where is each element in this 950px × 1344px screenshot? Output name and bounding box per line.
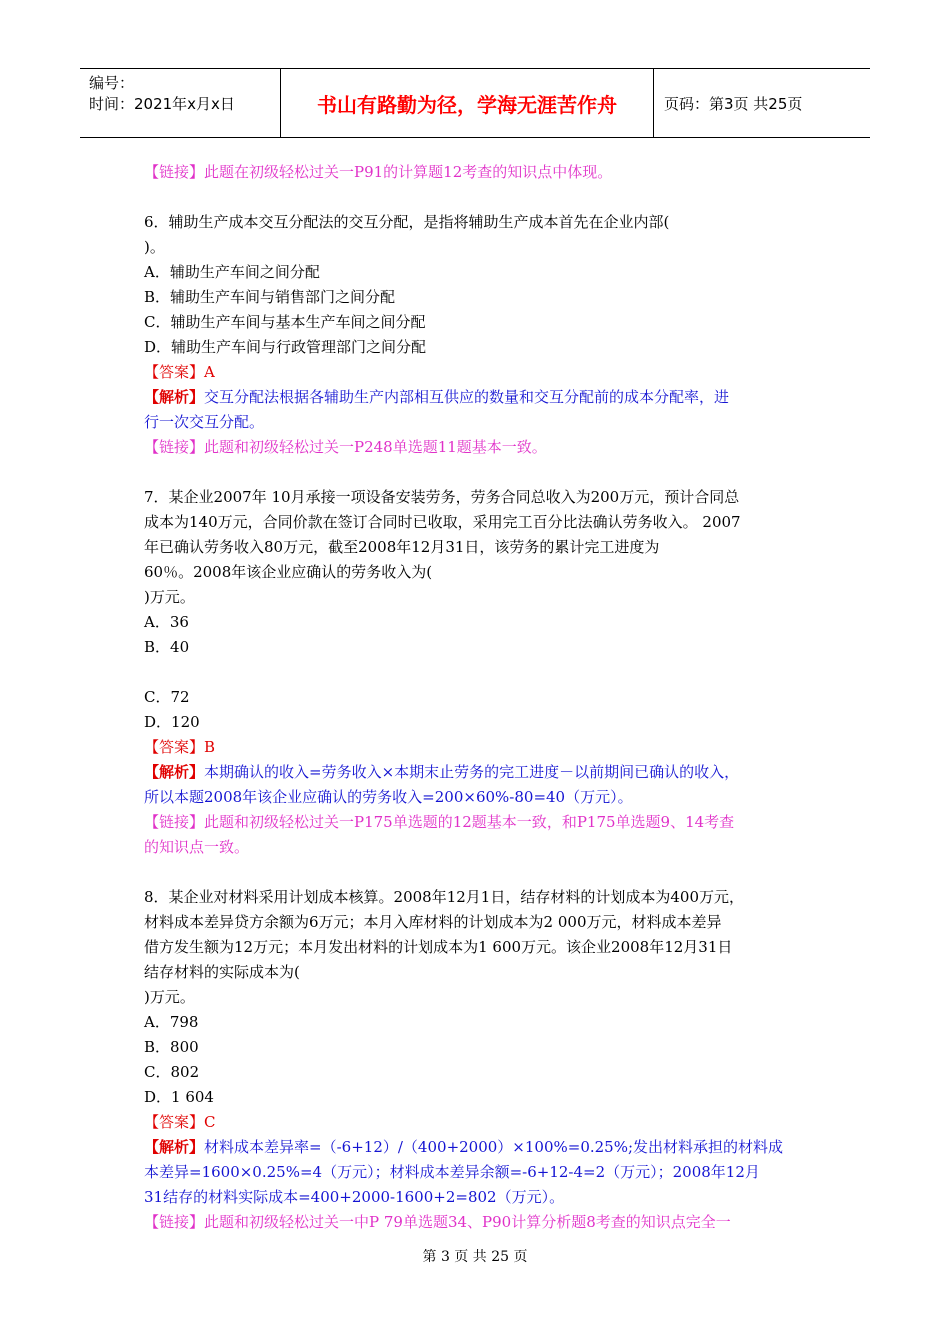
question-stem: 材料成本差异贷方余额为6万元；本月入库材料的计划成本为2 000万元，材料成本差异 [144,913,722,931]
link-note: 【链接】此题和初级轻松过关一P248单选题11题基本一致。 [144,438,547,456]
header-number-label: 编号： [89,74,135,92]
document-body [144,160,814,1235]
option-c: C．72 [144,688,190,706]
option-a: A．辅助生产车间之间分配 [144,263,320,281]
question-6 [144,210,814,460]
answer-line: 【答案】B [144,738,216,756]
option-d: D．1 604 [144,1088,214,1106]
header-left-cell [80,69,281,137]
question-7 [144,485,814,860]
header-motto: 书山有路勤为径，学海无涯苦作舟 [281,69,654,137]
analysis-text: 交互分配法根据各辅助生产内部相互供应的数量和交互分配前的成本分配率，进 [204,388,730,406]
option-c: C．802 [144,1063,200,1081]
question-stem: 60％。2008年该企业应确认的劳务收入为( [144,563,433,581]
answer-line: 【答案】A [144,363,215,381]
question-stem: 8．某企业对材料采用计划成本核算。2008年12月1日，结存材料的计划成本为400万元， [144,888,744,906]
analysis-label: 解析 [159,388,190,406]
link-note: 【链接】此题在初级轻松过关一P91的计算题12考查的知识点中体现。 [144,163,613,181]
analysis-text: 31结存的材料实际成本=400+2000-1600+2=802（万元）。 [144,1188,565,1206]
question-8 [144,885,814,1235]
analysis-text: 本期确认的收入=劳务收入×本期末止劳务的完工进度－以前期间已确认的收入， [204,763,740,781]
option-d: D．辅助生产车间与行政管理部门之间分配 [144,338,427,356]
option-a: A．36 [144,613,189,631]
analysis-line: 【解析】材料成本差异率=（-6+12）/（400+2000）×100%=0.25%;发出材料承担的材料成 [144,1138,784,1156]
analysis-label: 解析 [159,1138,190,1156]
analysis-text: 材料成本差异率=（-6+12）/（400+2000）×100%=0.25%;发出材料承担的材料成 [204,1138,784,1156]
question-stem: )万元。 [144,588,195,606]
analysis-label: 解析 [159,763,190,781]
question-stem: 年已确认劳务收入80万元，截至2008年12月31日，该劳务的累计完工进度为 [144,538,660,556]
analysis-text: 本差异=1600×0.25%=4（万元）；材料成本差异余额=-6+12-4=2（万元）；2008年12月 [144,1163,760,1181]
link-note: 【链接】此题和初级轻松过关一P175单选题的12题基本一致，和P175单选题9、14考查 [144,813,735,831]
option-b: B．800 [144,1038,199,1056]
link-note: 【链接】此题和初级轻松过关一中P 79单选题34、P90计算分析题8考查的知识点完全一 [144,1213,731,1231]
option-d: D．120 [144,713,200,731]
question-stem: 7．某企业2007年 10月承接一项设备安装劳务，劳务合同总收入为200万元，预计合同总 [144,488,740,506]
answer-line: 【答案】C [144,1113,216,1131]
question-stem: 6．辅助生产成本交互分配法的交互分配，是指将辅助生产成本首先在企业内部( [144,213,670,231]
link-note: 的知识点一致。 [144,838,250,856]
header-time-label: 时间：2021年x月x日 [89,95,235,113]
question-stem: )万元。 [144,988,195,1006]
option-c: C．辅助生产车间与基本生产车间之间分配 [144,313,426,331]
analysis-text: 所以本题2008年该企业应确认的劳务收入=200×60%-80=40（万元）。 [144,788,633,806]
question-stem: 借方发生额为12万元；本月发出材料的计划成本为1 600万元。该企业2008年12月31日 [144,938,733,956]
option-a: A．798 [144,1013,199,1031]
question-stem: )。 [144,238,165,256]
analysis-line: 【解析】交互分配法根据各辅助生产内部相互供应的数量和交互分配前的成本分配率，进 [144,388,730,406]
analysis-text: 行一次交互分配。 [144,413,265,431]
page-footer: 第 3 页 共 25 页 [422,1249,528,1265]
question-stem: 成本为140万元，合同价款在签订合同时已收取，采用完工百分比法确认劳务收入。 2007 [144,513,741,531]
option-b: B．辅助生产车间与销售部门之间分配 [144,288,396,306]
header-page-label: 页码：第3页 共25页 [664,94,803,113]
page-header [80,68,870,138]
option-b: B．40 [144,638,190,656]
analysis-line: 【解析】本期确认的收入=劳务收入×本期末止劳务的完工进度－以前期间已确认的收入， [144,763,740,781]
question-stem: 结存材料的实际成本为( [144,963,300,981]
